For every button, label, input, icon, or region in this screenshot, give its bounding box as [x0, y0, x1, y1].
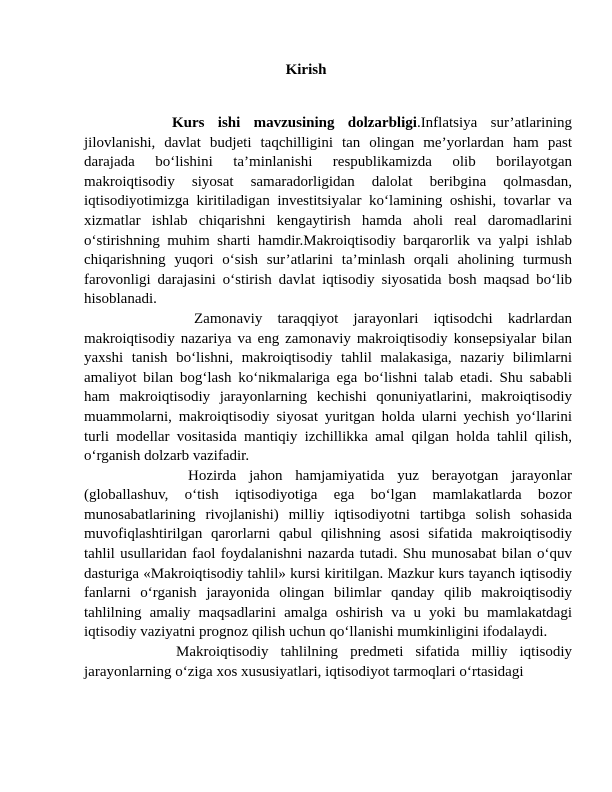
document-body: [84, 114, 572, 682]
paragraph-modern-development: Zamonaviy taraqqiyot jarayonlari iqtisodchi kadrlardan makroiqtisodiy nazariya va eng zamonaviy makroiqtisodiy konsepsiyalar bilan yaxshi tanish bo‘lishni, makroiqtisodiy tahlil malakasiga, nazariy bilimlarni amaliyot bilan bog‘lash ko‘nikmalariga ega bo‘lishni talab etadi. Shu sababli ham makroiqtisodiy jarayonlarning kechishi qonuniyatlarini, makroiqtisodiy muammolarni, makroiqtisodiy siyosat yuritgan holda ularni yechish yo‘llarini turli modellar vositasida mantiqiy izchillikka amal qilgan holda tahlil qilish, o‘rganish dolzarb vazifadir.: [84, 310, 572, 465]
paragraph-world-processes: Hozirda jahon hamjamiyatida yuz berayotgan jarayonlar (globallashuv, o‘tish iqtisodiyotiga ega bo‘lgan mamlakatlarda bozor munosabatlarining rivojlanishi) milliy iqtisodiyotni tartibga solish sohasida muvofiqlashtirilgan qarorlarni qabul qilishning asosi sifatida makroiqtisodiy tahlil usullaridan faol foydalanishni nazarda tutadi. Shu munosabat bilan o‘quv dasturiga «Makroiqtisodiy tahlil» kursi kiritilgan. Mazkur kurs tayanch iqtisodiy fanlarni o‘rganish jarayonida olingan bilimlar qanday qilib makroiqtisodiy tahlilning amaliy maqsadlarini amalga oshirish va u yoki bu mamlakatdagi iqtisodiy vaziyatni prognoz qilish uchun qo‘llanishi mumkinligini ifodalaydi.: [84, 467, 572, 641]
page-title: Kirish: [285, 62, 327, 78]
paragraph-text: .Inflatsiya sur’atlarining jilovlanishi, davlat budjeti taqchilligini tan olingan me’yorlardan ham past darajada bo‘lishini ta’minlanishi respublikamizda olib borilayotgan makroiqtisodiy siyosat samaradorligidan dalolat beribgina qolmasdan, iqtisodiyotimizga kiritiladigan investitsiyalar ko‘lamining oshishi, tovarlar va xizmatlar ishlab chiqarishni kengaytirish hamda aholi real daromadlarini o‘stirishning muhim sharti hamdir.Makroiqtisodiy barqarorlik va yalpi ishlab chiqarishning yuqori o‘sish sur’atlarini ta’minlash orqali aholining turmush farovonligi darajasini o‘stirish davlat iqtisodiy siyosatida bosh maqsad bo‘lib hisoblanadi.: [84, 115, 572, 308]
paragraph-subject: Makroiqtisodiy tahlilning predmeti sifatida milliy iqtisodiy jarayonlarning o‘ziga xos xususiyatlari, iqtisodiyot tarmoqlari o‘rtasidagi: [84, 644, 572, 680]
paragraph-lead: Kurs ishi mavzusining dolzarbligi: [172, 115, 417, 131]
paragraph-relevance: [84, 114, 572, 310]
